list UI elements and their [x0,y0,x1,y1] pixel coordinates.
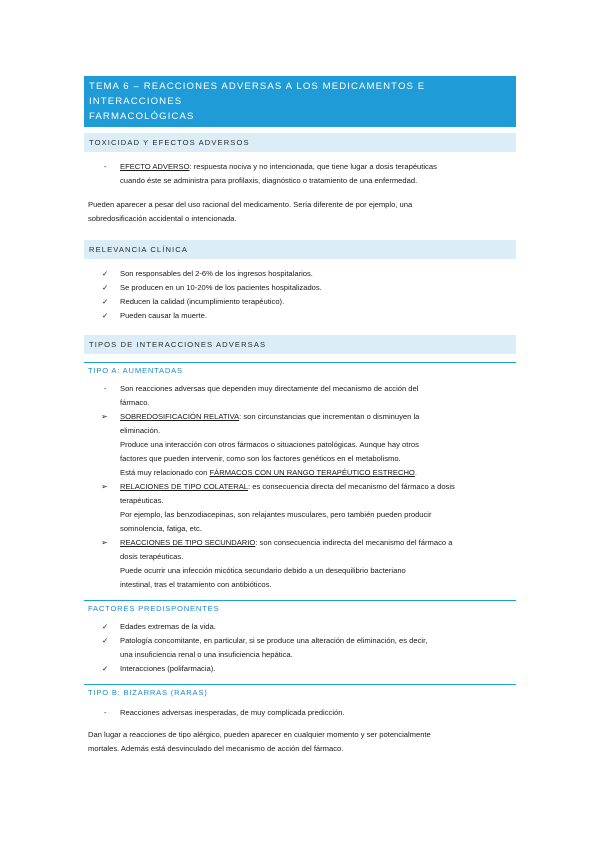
section-header-toxicidad: TOXICIDAD Y EFECTOS ADVERSOS [84,133,516,152]
section-header-relevancia: RELEVANCIA CLÍNICA [84,240,516,259]
paragraph-line: sobredosificación accidental o intencionada. [88,214,237,223]
arrow-bullet-icon: ➢ [101,538,108,547]
list-item-text: fármaco. [120,398,150,407]
arrow-bullet-icon: ➢ [101,412,108,421]
check-icon: ✓ [102,622,109,631]
check-icon: ✓ [102,269,109,278]
check-icon: ✓ [102,311,109,320]
term-colateral: RELACIONES DE TIPO COLATERAL [120,482,249,491]
dash-bullet: - [104,708,107,717]
list-item-text: Se producen en un 10-20% de los pacientes hospitalizados. [120,283,322,292]
list-item-text: somnolencia, fatiga, etc. [120,524,202,533]
list-item-text: Interacciones (polifarmacia). [120,664,216,673]
check-icon: ✓ [102,297,109,306]
list-item [84,160,516,188]
list-item [84,536,516,592]
subsection-header-tipo-a: TIPO A: AUMENTADAS [84,362,516,378]
list-item-text: Produce una interacción con otros fármacos o situaciones patológicas. Aunque hay otros [120,440,419,449]
list-item-text: . [414,468,417,477]
list-item-text: dosis terapéuticas. [120,552,184,561]
arrow-bullet-icon: ➢ [101,482,108,491]
list-item-text: eliminación. [120,426,161,435]
list-item-text: : es consecuencia directa del mecanismo del fármaco a dosis [248,482,455,491]
document-title [84,76,516,127]
list-item-text: Reacciones adversas inesperadas, de muy complicada predicción. [120,708,345,717]
title-line-1: TEMA 6 – REACCIONES ADVERSAS A LOS MEDICAMENTOS E INTERACCIONES [89,81,426,107]
list-item [84,662,516,676]
list-item-text: Está muy relacionado con [120,468,210,477]
term-efecto-adverso: EFECTO ADVERSO [120,162,190,171]
list-item-text: factores que pueden intervenir, como son los factores genéticos en el metabolismo. [120,454,401,463]
list-item-text: Puede ocurrir una infección micótica secundario debido a un desequilibrio bacteriano [120,566,406,575]
paragraph-line: Dan lugar a reacciones de tipo alérgico, pueden aparecer en cualquier momento y ser potencialmente [88,730,431,739]
list-item-text: : son circunstancias que incrementan o disminuyen la [239,412,420,421]
dash-bullet: - [104,384,107,393]
list-item-text: una insuficiencia renal o una insuficiencia hepática. [120,650,293,659]
dash-bullet: - [104,162,107,171]
list-item [84,281,516,295]
subsection-header-tipo-b: TIPO B: BIZARRAS (RARAS) [84,684,516,700]
list-item-text: Son responsables del 2-6% de los ingresos hospitalarios. [120,269,313,278]
list-item-text: Patología concomitante, en particular, si se produce una alteración de eliminación, es decir, [120,636,428,645]
list-item [84,706,516,720]
list-item [84,309,516,323]
list-item-text: Reducen la calidad (incumplimiento terapéutico). [120,297,285,306]
list-item-text: intestinal, tras el tratamiento con antibióticos. [120,580,272,589]
paragraph [84,728,516,756]
list-item [84,634,516,662]
document-page [84,76,516,756]
list-item-text: Son reacciones adversas que dependen muy directamente del mecanismo de acción del [120,384,419,393]
section-header-tipos: TIPOS DE INTERACCIONES ADVERSAS [84,335,516,354]
title-line-2: FARMACOLÓGICAS [89,111,195,122]
definition-text-cont: cuando éste se administra para profilaxis, diagnóstico o tratamiento de una enfermedad. [120,176,418,185]
term-sobredosificacion: SOBREDOSIFICACIÓN RELATIVA [120,412,240,421]
list-item-text: Edades extremas de la vida. [120,622,216,631]
list-item [84,620,516,634]
paragraph-line: mortales. Además está desvinculado del mecanismo de acción del fármaco. [88,744,344,753]
paragraph-line: Pueden aparecer a pesar del uso racional del medicamento. Sería diferente de por ejemplo, una [88,200,413,209]
definition-text: : respuesta nociva y no intencionada, que tiene lugar a dosis terapéuticas [189,162,437,171]
paragraph [84,198,516,226]
check-icon: ✓ [102,283,109,292]
list-item-text: : son consecuencia indirecta del mecanismo del fármaco a [255,538,453,547]
list-item [84,410,516,480]
list-item [84,267,516,281]
list-item-text: Pueden causar la muerte. [120,311,207,320]
check-icon: ✓ [102,636,109,645]
term-secundario: REACCIONES DE TIPO SECUNDARIO [120,538,256,547]
list-item [84,480,516,536]
check-icon: ✓ [102,664,109,673]
list-item [84,295,516,309]
list-item [84,382,516,410]
list-item-text: Por ejemplo, las benzodiacepinas, son relajantes musculares, pero también pueden producir [120,510,432,519]
subsection-header-factores: FACTORES PREDISPONENTES [84,600,516,616]
list-item-text: terapéuticas. [120,496,164,505]
term-rango-estrecho: FÁRMACOS CON UN RANGO TERAPÉUTICO ESTRECHO [209,468,415,477]
